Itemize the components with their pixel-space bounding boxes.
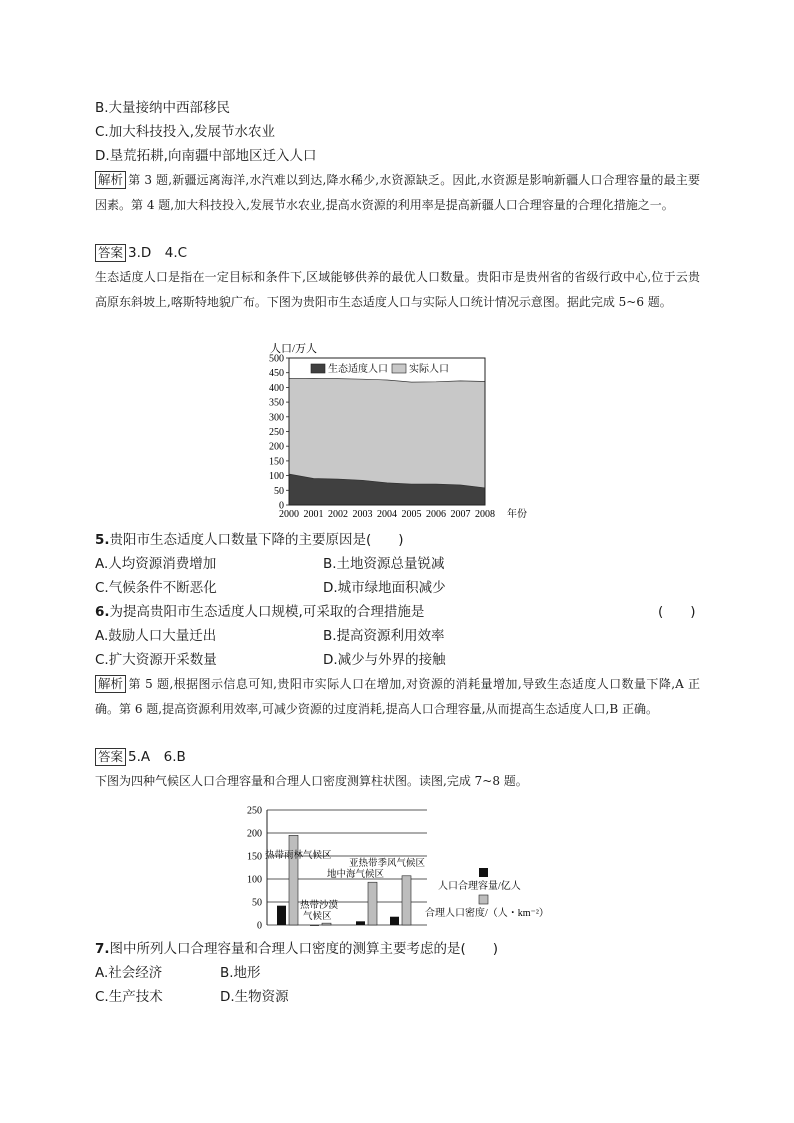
y-tick-label: 50 (252, 897, 262, 909)
bar-capacity-2 (356, 921, 365, 925)
y-tick-label: 350 (269, 397, 284, 409)
y-tick-label: 150 (247, 851, 262, 863)
q4-option-d: D.垦荒拓耕,向南疆中部地区迁入人口 (95, 148, 317, 164)
intro-paragraph-2: 生态适度人口是指在一定目标和条件下,区域能够供养的最优人口数量。贵阳市是贵州省的省级行政中心,位于云贵高原东斜坡上,喀斯特地貌广布。下图为贵阳市生态适度人口与实际人口统计情况示意图。据此完成 5~6 题。 (95, 270, 700, 309)
y-tick-label: 0 (257, 920, 262, 930)
q6-option-a: A.鼓励人口大量迁出 (95, 628, 217, 644)
legend-label-capacity: 人口合理容量/亿人 (438, 881, 521, 892)
q7-option-a: A.社会经济 (95, 965, 163, 981)
bar-density-3 (402, 876, 411, 925)
y-tick-label: 100 (269, 471, 284, 483)
q5-option-a: A.人均资源消费增加 (95, 556, 217, 572)
cat-label-mediterranean: 地中海气候区 (327, 870, 385, 880)
bar-capacity-3 (390, 917, 399, 925)
answer-block-1 (95, 243, 187, 263)
y-tick-label: 250 (247, 805, 262, 817)
y-tick-label: 500 (269, 353, 284, 365)
x-tick-label: 2002 (328, 509, 348, 520)
legend-swatch-density (479, 895, 488, 904)
y-tick-label: 200 (269, 441, 284, 453)
q5-option-b: B.土地资源总量锐减 (323, 556, 445, 572)
population-area-chart (255, 340, 555, 520)
y-tick-label: 100 (247, 874, 262, 886)
analysis-tag: 解析 (95, 675, 126, 693)
q5-number: 5. (95, 532, 110, 548)
q5-option-d: D.城市绿地面积减少 (323, 580, 446, 596)
y-tick-label: 50 (274, 485, 284, 497)
question-5 (95, 530, 404, 550)
legend-swatch-capacity (479, 868, 488, 877)
q4-option-b: B.大量接纳中西部移民 (95, 100, 231, 116)
legend-label-density: 合理人口密度/（人・km⁻²） (425, 908, 549, 919)
bar-capacity-0 (277, 906, 286, 925)
q7-option-d: D.生物资源 (220, 989, 289, 1005)
y-tick-label: 450 (269, 368, 284, 380)
q7-stem: 图中所列人口合理容量和合理人口密度的测算主要考虑的是( ) (109, 941, 499, 957)
q6-option-c: C.扩大资源开采数量 (95, 652, 217, 668)
x-tick-label: 2000 (279, 509, 299, 520)
x-tick-label: 2007 (450, 509, 471, 520)
legend-swatch-actual (392, 364, 406, 373)
cat-label-rainforest: 热带雨林气候区 (265, 851, 332, 861)
q5-stem: 贵阳市生态适度人口数量下降的主要原因是( ) (109, 532, 404, 548)
x-tick-label: 2006 (426, 509, 446, 520)
chart1-legend (311, 362, 449, 375)
analysis-text: 第 5 题,根据图示信息可知,贵阳市实际人口在增加,对资源的消耗量增加,导致生态适度人口数量下降,A 正确。第 6 题,提高资源利用效率,可减少资源的过度消耗,提高人口合理容量,从而提高生态适度人口,B 正确。 (95, 677, 700, 716)
q7-number: 7. (95, 941, 110, 957)
legend-label-actual: 实际人口 (409, 364, 449, 375)
x-tick-label: 2005 (401, 509, 422, 520)
q6-stem: 为提高贵阳市生态适度人口规模,可采取的合理措施是 (109, 604, 425, 620)
legend-label-eco: 生态适度人口 (328, 364, 388, 375)
cat-label-desert-line2: 气候区 (303, 912, 332, 922)
analysis-tag: 解析 (95, 171, 126, 189)
y-tick-label: 150 (269, 456, 284, 468)
analysis-text: 第 3 题,新疆远离海洋,水汽难以到达,降水稀少,水资源缺乏。因此,水资源是影响新疆人口合理容量的最主要因素。第 4 题,加大科技投入,发展节水农业,提高水资源的利用率是提高新疆人口合理容量的合理化措施之一。 (95, 173, 700, 212)
y-tick-label: 200 (247, 828, 262, 840)
question-6 (95, 602, 424, 622)
x-tick-label: 2001 (303, 509, 324, 520)
y-tick-label: 300 (269, 412, 284, 424)
bar-density-2 (368, 882, 377, 925)
chart1-ylabel: 人口/万人 (270, 343, 318, 355)
q7-option-c: C.生产技术 (95, 989, 163, 1005)
answer-block-2 (95, 747, 186, 767)
answer-text: 3.D 4.C (128, 245, 188, 261)
y-tick-label: 400 (269, 382, 284, 394)
q7-option-b: B.地形 (220, 965, 261, 981)
y-tick-label: 0 (279, 500, 284, 512)
chart2-legend (425, 868, 549, 919)
q6-option-d: D.减少与外界的接触 (323, 652, 446, 668)
cat-label-subtropical: 亚热带季风气候区 (349, 859, 426, 869)
legend-swatch-eco (311, 364, 325, 373)
x-tick-label: 2004 (377, 509, 397, 520)
q6-option-b: B.提高资源利用效率 (323, 628, 445, 644)
bar-density-0 (289, 835, 298, 925)
bar-capacity-1 (310, 925, 319, 926)
climate-zone-bar-chart (237, 805, 567, 930)
bar-density-1 (322, 923, 331, 925)
q4-option-c: C.加大科技投入,发展节水农业 (95, 124, 276, 140)
x-tick-label: 2008 (475, 509, 495, 520)
answer-text: 5.A 6.B (128, 749, 186, 765)
answer-tag: 答案 (95, 244, 126, 262)
analysis-block-1 (95, 168, 700, 218)
y-tick-label: 250 (269, 427, 284, 438)
analysis-block-2 (95, 672, 700, 722)
question-7 (95, 939, 498, 959)
chart1-xlabel: 年份 (507, 509, 527, 520)
q5-option-c: C.气候条件不断恶化 (95, 580, 217, 596)
q6-answer-paren: ( ) (658, 604, 696, 620)
answer-tag: 答案 (95, 748, 126, 766)
q6-number: 6. (95, 604, 110, 620)
x-tick-label: 2003 (352, 509, 373, 520)
intro-paragraph-3: 下图为四种气候区人口合理容量和合理人口密度测算柱状图。读图,完成 7~8 题。 (95, 774, 528, 788)
cat-label-desert-line1: 热带沙漠 (300, 901, 339, 911)
